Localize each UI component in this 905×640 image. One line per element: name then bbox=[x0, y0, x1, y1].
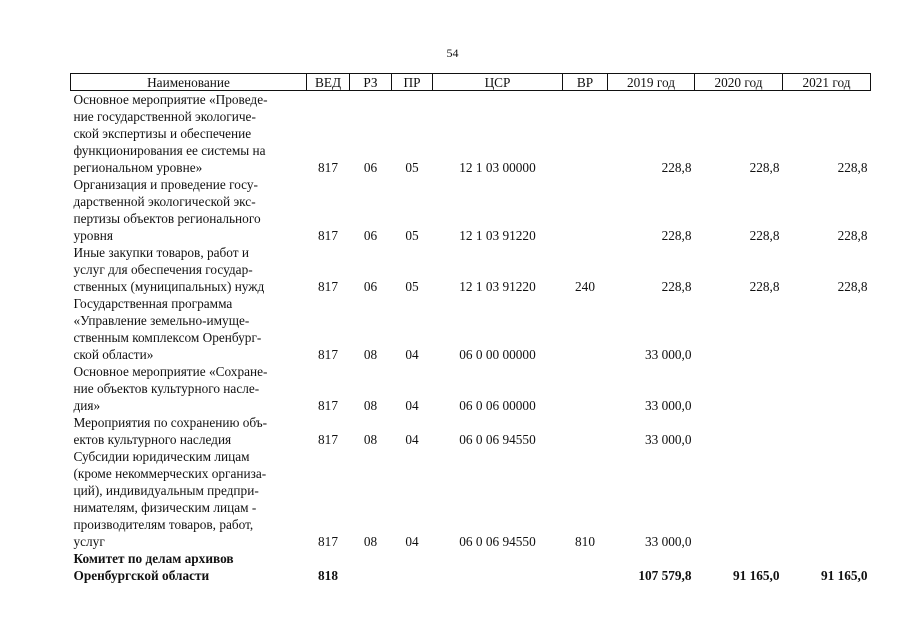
row-name-line: услуг для обеспечения государ- bbox=[73, 262, 253, 277]
row-name-line: ской области» bbox=[73, 347, 154, 362]
row-name-line: функционирования ее системы на bbox=[73, 143, 266, 158]
header-vr: ВР bbox=[563, 74, 608, 91]
value-2020-cell: 228,8 bbox=[749, 228, 780, 243]
pr-cell: 05 bbox=[405, 279, 419, 294]
table-row bbox=[71, 295, 871, 363]
value-2021-cell bbox=[783, 363, 871, 414]
table-row bbox=[71, 414, 871, 448]
table-row-total bbox=[71, 550, 871, 584]
table-row bbox=[71, 176, 871, 244]
pr-cell bbox=[392, 550, 433, 584]
table-row bbox=[71, 91, 871, 177]
row-name-line: Субсидии юридическим лицам bbox=[73, 449, 250, 464]
ved-cell: 818 bbox=[318, 568, 338, 583]
csr-cell: 06 0 00 00000 bbox=[459, 347, 536, 362]
rz-cell: 08 bbox=[363, 534, 378, 549]
rz-cell bbox=[350, 550, 392, 584]
csr-cell: 06 0 06 00000 bbox=[459, 398, 536, 413]
row-name-line: ций), индивидуальным предпри- bbox=[73, 483, 259, 498]
value-2020-cell: 91 165,0 bbox=[732, 568, 780, 583]
vr-cell: 240 bbox=[575, 279, 595, 294]
vr-cell bbox=[563, 176, 608, 244]
row-name-cell bbox=[71, 414, 307, 448]
vr-cell bbox=[563, 363, 608, 414]
row-name-line: ственных (муниципальных) нужд bbox=[73, 279, 265, 294]
value-2019-cell: 228,8 bbox=[661, 228, 692, 243]
row-name-line: Оренбургской области bbox=[73, 568, 210, 583]
table-row bbox=[71, 244, 871, 295]
rz-cell: 08 bbox=[363, 347, 378, 362]
value-2021-cell bbox=[783, 295, 871, 363]
ved-cell: 817 bbox=[318, 534, 338, 549]
rz-cell: 06 bbox=[363, 228, 378, 243]
row-name-cell bbox=[71, 550, 307, 584]
row-name-line: дия» bbox=[73, 398, 101, 413]
row-name-line: Комитет по делам архивов bbox=[73, 551, 234, 566]
row-name-line: ние объектов культурного насле- bbox=[73, 381, 260, 396]
header-ved: ВЕД bbox=[307, 74, 350, 91]
pr-cell: 05 bbox=[405, 228, 419, 243]
ved-cell: 817 bbox=[318, 432, 338, 447]
row-name-line: нимателям, физическим лицам - bbox=[73, 500, 257, 515]
row-name-line: Иные закупки товаров, работ и bbox=[73, 245, 250, 260]
value-2019-cell: 33 000,0 bbox=[644, 432, 692, 447]
rz-cell: 08 bbox=[363, 432, 378, 447]
value-2021-cell bbox=[783, 448, 871, 550]
value-2021-cell: 228,8 bbox=[837, 160, 868, 175]
header-rz: РЗ bbox=[350, 74, 392, 91]
row-name-cell bbox=[71, 244, 307, 295]
value-2021-cell: 228,8 bbox=[837, 279, 868, 294]
value-2021-cell bbox=[783, 414, 871, 448]
vr-cell bbox=[563, 295, 608, 363]
table-row bbox=[71, 363, 871, 414]
table-header-row bbox=[71, 74, 871, 91]
value-2021-cell: 228,8 bbox=[837, 228, 868, 243]
row-name-line: Основное мероприятие «Проведе- bbox=[73, 92, 268, 107]
header-2021: 2021 год bbox=[783, 74, 871, 91]
value-2020-cell bbox=[695, 448, 783, 550]
csr-cell: 06 0 06 94550 bbox=[459, 534, 536, 549]
ved-cell: 817 bbox=[318, 398, 338, 413]
pr-cell: 04 bbox=[405, 534, 419, 549]
row-name-line: Основное мероприятие «Сохране- bbox=[73, 364, 268, 379]
value-2019-cell: 33 000,0 bbox=[644, 398, 692, 413]
header-name: Наименование bbox=[71, 74, 307, 91]
row-name-line: (кроме некоммерческих организа- bbox=[73, 466, 267, 481]
vr-cell bbox=[563, 550, 608, 584]
ved-cell: 817 bbox=[318, 347, 338, 362]
page-number: 54 bbox=[446, 46, 459, 60]
csr-cell bbox=[433, 550, 563, 584]
csr-cell: 12 1 03 91220 bbox=[459, 228, 536, 243]
pr-cell: 04 bbox=[405, 432, 419, 447]
ved-cell: 817 bbox=[318, 228, 338, 243]
value-2019-cell: 228,8 bbox=[661, 279, 692, 294]
row-name-line: услуг bbox=[73, 534, 105, 549]
value-2019-cell: 33 000,0 bbox=[644, 534, 692, 549]
row-name-line: ственным комплексом Оренбург- bbox=[73, 330, 262, 345]
value-2020-cell: 228,8 bbox=[749, 279, 780, 294]
budget-table bbox=[70, 73, 871, 584]
table-row bbox=[71, 448, 871, 550]
pr-cell: 04 bbox=[405, 347, 419, 362]
row-name-line: дарственной экологической экс- bbox=[73, 194, 256, 209]
rz-cell: 08 bbox=[363, 398, 378, 413]
row-name-line: Государственная программа bbox=[73, 296, 233, 311]
rz-cell: 06 bbox=[363, 279, 378, 294]
value-2020-cell bbox=[695, 414, 783, 448]
row-name-cell bbox=[71, 176, 307, 244]
ved-cell: 817 bbox=[318, 160, 338, 175]
row-name-line: ектов культурного наследия bbox=[73, 432, 232, 447]
csr-cell: 12 1 03 91220 bbox=[459, 279, 536, 294]
row-name-cell bbox=[71, 363, 307, 414]
row-name-line: уровня bbox=[73, 228, 113, 243]
pr-cell: 04 bbox=[405, 398, 419, 413]
value-2019-cell: 228,8 bbox=[661, 160, 692, 175]
value-2020-cell bbox=[695, 363, 783, 414]
ved-cell: 817 bbox=[318, 279, 338, 294]
row-name-line: Организация и проведение госу- bbox=[73, 177, 258, 192]
vr-cell: 810 bbox=[575, 534, 595, 549]
value-2021-cell: 91 165,0 bbox=[820, 568, 868, 583]
row-name-cell bbox=[71, 295, 307, 363]
vr-cell bbox=[563, 414, 608, 448]
header-2019: 2019 год bbox=[608, 74, 695, 91]
row-name-line: ской экспертизы и обеспечение bbox=[73, 126, 252, 141]
row-name-line: ние государственной экологиче- bbox=[73, 109, 256, 124]
row-name-line: «Управление земельно-имуще- bbox=[73, 313, 250, 328]
row-name-line: региональном уровне» bbox=[73, 160, 203, 175]
csr-cell: 12 1 03 00000 bbox=[459, 160, 536, 175]
row-name-cell bbox=[71, 91, 307, 177]
vr-cell bbox=[563, 91, 608, 177]
value-2019-cell: 107 579,8 bbox=[638, 568, 692, 583]
csr-cell: 06 0 06 94550 bbox=[459, 432, 536, 447]
row-name-line: производителям товаров, работ, bbox=[73, 517, 254, 532]
header-csr: ЦСР bbox=[433, 74, 563, 91]
row-name-line: Мероприятия по сохранению объ- bbox=[73, 415, 268, 430]
rz-cell: 06 bbox=[363, 160, 378, 175]
value-2019-cell: 33 000,0 bbox=[644, 347, 692, 362]
value-2020-cell bbox=[695, 295, 783, 363]
value-2020-cell: 228,8 bbox=[749, 160, 780, 175]
header-2020: 2020 год bbox=[695, 74, 783, 91]
header-pr: ПР bbox=[392, 74, 433, 91]
table-body bbox=[71, 91, 871, 585]
pr-cell: 05 bbox=[405, 160, 419, 175]
row-name-line: пертизы объектов регионального bbox=[73, 211, 261, 226]
row-name-cell bbox=[71, 448, 307, 550]
